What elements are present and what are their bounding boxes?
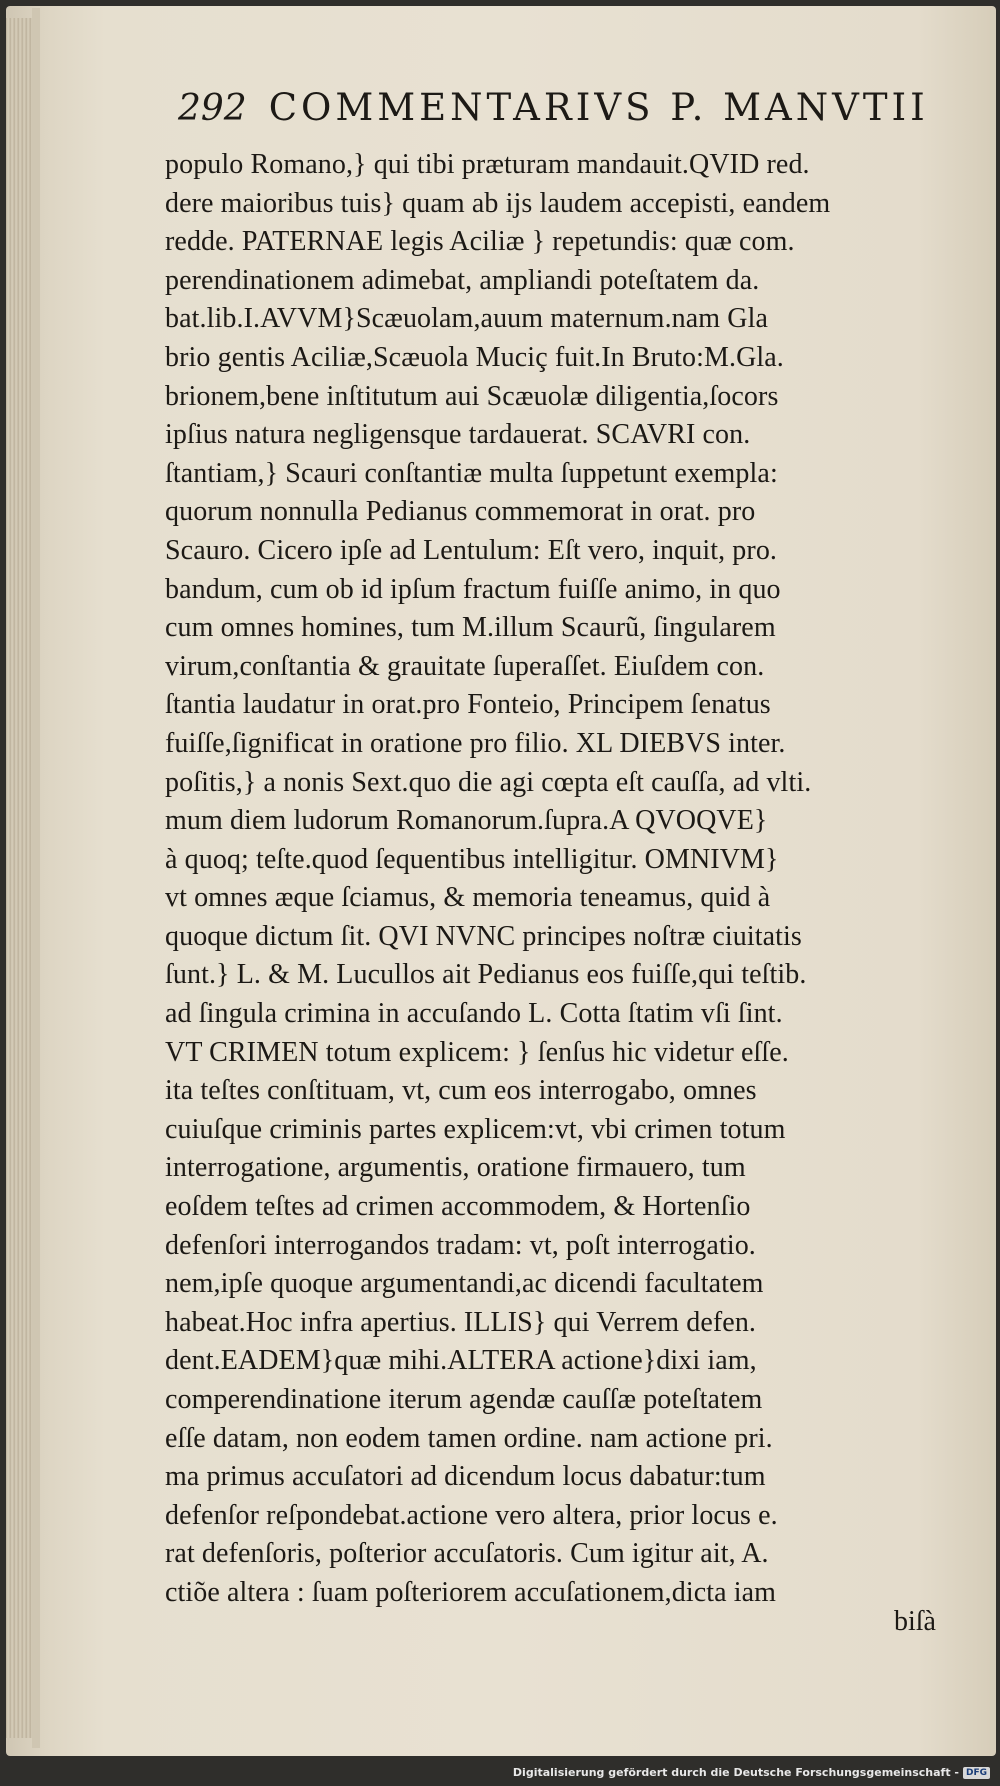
text-line: ſunt.} L. & M. Lucullos ait Pedianus eos fuiſſe,qui teſtib. [165, 959, 807, 991]
text-line: eſſe datam, non eodem tamen ordine. nam actione pri. [165, 1422, 773, 1454]
text-line: nem,ipſe quoque argumentandi,ac dicendi facultatem [165, 1268, 764, 1300]
text-line: habeat.Hoc infra apertius. ILLIS} qui Verrem defen. [165, 1306, 757, 1338]
book-fore-edge [6, 18, 33, 1738]
text-line: virum,conſtantia & grauitate ſuperaſſet. Eiuſdem con. [165, 650, 765, 682]
text-line: redde. PATERNAE legis Aciliæ } repetundis: quæ com. [165, 226, 795, 258]
text-line: bandum, cum ob id ipſum fractum fuiſſe animo, in quo [165, 573, 781, 605]
page-number: 292 [178, 88, 247, 129]
text-line: perendinationem adimebat, ampliandi poteſtatem da. [165, 264, 760, 296]
text-line: eoſdem teſtes ad crimen accommodem, & Hortenſio [165, 1191, 751, 1223]
text-line: ma primus accuſatori ad dicendum locus dabatur:tum [165, 1461, 766, 1493]
text-line: poſitis,} a nonis Sext.quo die agi cœpta eſt cauſſa, ad vlti. [165, 766, 812, 798]
text-line: ſtantiam,} Scauri conſtantiæ multa ſuppetunt exempla: [165, 457, 778, 489]
text-line: brionem,bene inſtitutum aui Scæuolæ diligentia,ſocors [165, 380, 779, 412]
credit-text: Digitalisierung gefördert durch die Deutsche Forschungsgemeinschaft - [512, 1766, 959, 1779]
text-line: cum omnes homines, tum M.illum Scaurũ, ſingularem [165, 612, 776, 644]
text-line: defenſori interrogandos tradam: vt, poſt interrogatio. [165, 1229, 756, 1261]
text-line: rat defenſoris, poſterior accuſatoris. Cum igitur ait, A. [165, 1538, 769, 1570]
text-line: ad ſingula crimina in accuſando L. Cotta ſtatim vſi ſint. [165, 998, 783, 1030]
digitization-credit [513, 1766, 990, 1779]
text-line: ſtantia laudatur in orat.pro Fonteio, Principem ſenatus [165, 689, 771, 721]
text-line: vt omnes æque ſciamus, & memoria teneamus, quid à [165, 882, 771, 914]
text-line: quorum nonnulla Pedianus commemorat in orat. pro [165, 496, 756, 528]
text-line: mum diem ludorum Romanorum.ſupra.A QVOQVE} [165, 805, 768, 837]
catchword: biſà [894, 1606, 936, 1637]
running-title: COMMENTARIVS P. MANVTII [268, 86, 929, 129]
dfg-logo: DFG [963, 1767, 990, 1779]
text-line: bat.lib.I.AVVM}Scæuolam,auum maternum.nam Gla [165, 303, 768, 335]
text-line: ita teſtes conſtituam, vt, cum eos interrogabo, omnes [165, 1075, 757, 1107]
text-line: à quoq; teſte.quod ſequentibus intelligitur. OMNIVM} [165, 843, 779, 875]
text-line: ipſius natura negligensque tardauerat. SCAVRI con. [165, 419, 751, 451]
text-line: fuiſſe,ſignificat in oratione pro filio. XL DIEBVS inter. [165, 727, 786, 759]
text-line: dent.EADEM}quæ mihi.ALTERA actione}dixi iam, [165, 1345, 757, 1377]
text-line: ctiõe altera : ſuam poſteriorem accuſationem,dicta iam [165, 1576, 777, 1608]
text-line: comperendinatione iterum agendæ cauſſæ poteſtatem [165, 1384, 763, 1415]
text-line: cuiuſque criminis partes explicem:vt, vbi crimen totum [165, 1113, 786, 1145]
text-line: quoque dictum ſit. QVI NVNC principes noſtræ ciuitatis [165, 920, 802, 952]
text-line: Scauro. Cicero ipſe ad Lentulum: Eſt vero, inquit, pro. [165, 534, 778, 566]
text-line: interrogatione, argumentis, oratione firmauero, tum [165, 1152, 746, 1184]
text-line: VT CRIMEN totum explicem: } ſenſus hic videtur eſſe. [165, 1036, 789, 1068]
text-line: dere maioribus tuis} quam ab ijs laudem accepisti, eandem [165, 187, 831, 219]
page-gutter-edge [32, 8, 40, 1748]
text-line: brio gentis Aciliæ,Scæuola Muciç fuit.In Bruto:M.Gla. [165, 341, 784, 373]
body-text [165, 146, 960, 1613]
text-line: defenſor reſpondebat.actione vero altera, prior locus e. [165, 1499, 778, 1531]
text-line: populo Romano,} qui tibi præturam mandauit.QVID red. [165, 149, 810, 180]
running-head [178, 86, 948, 142]
